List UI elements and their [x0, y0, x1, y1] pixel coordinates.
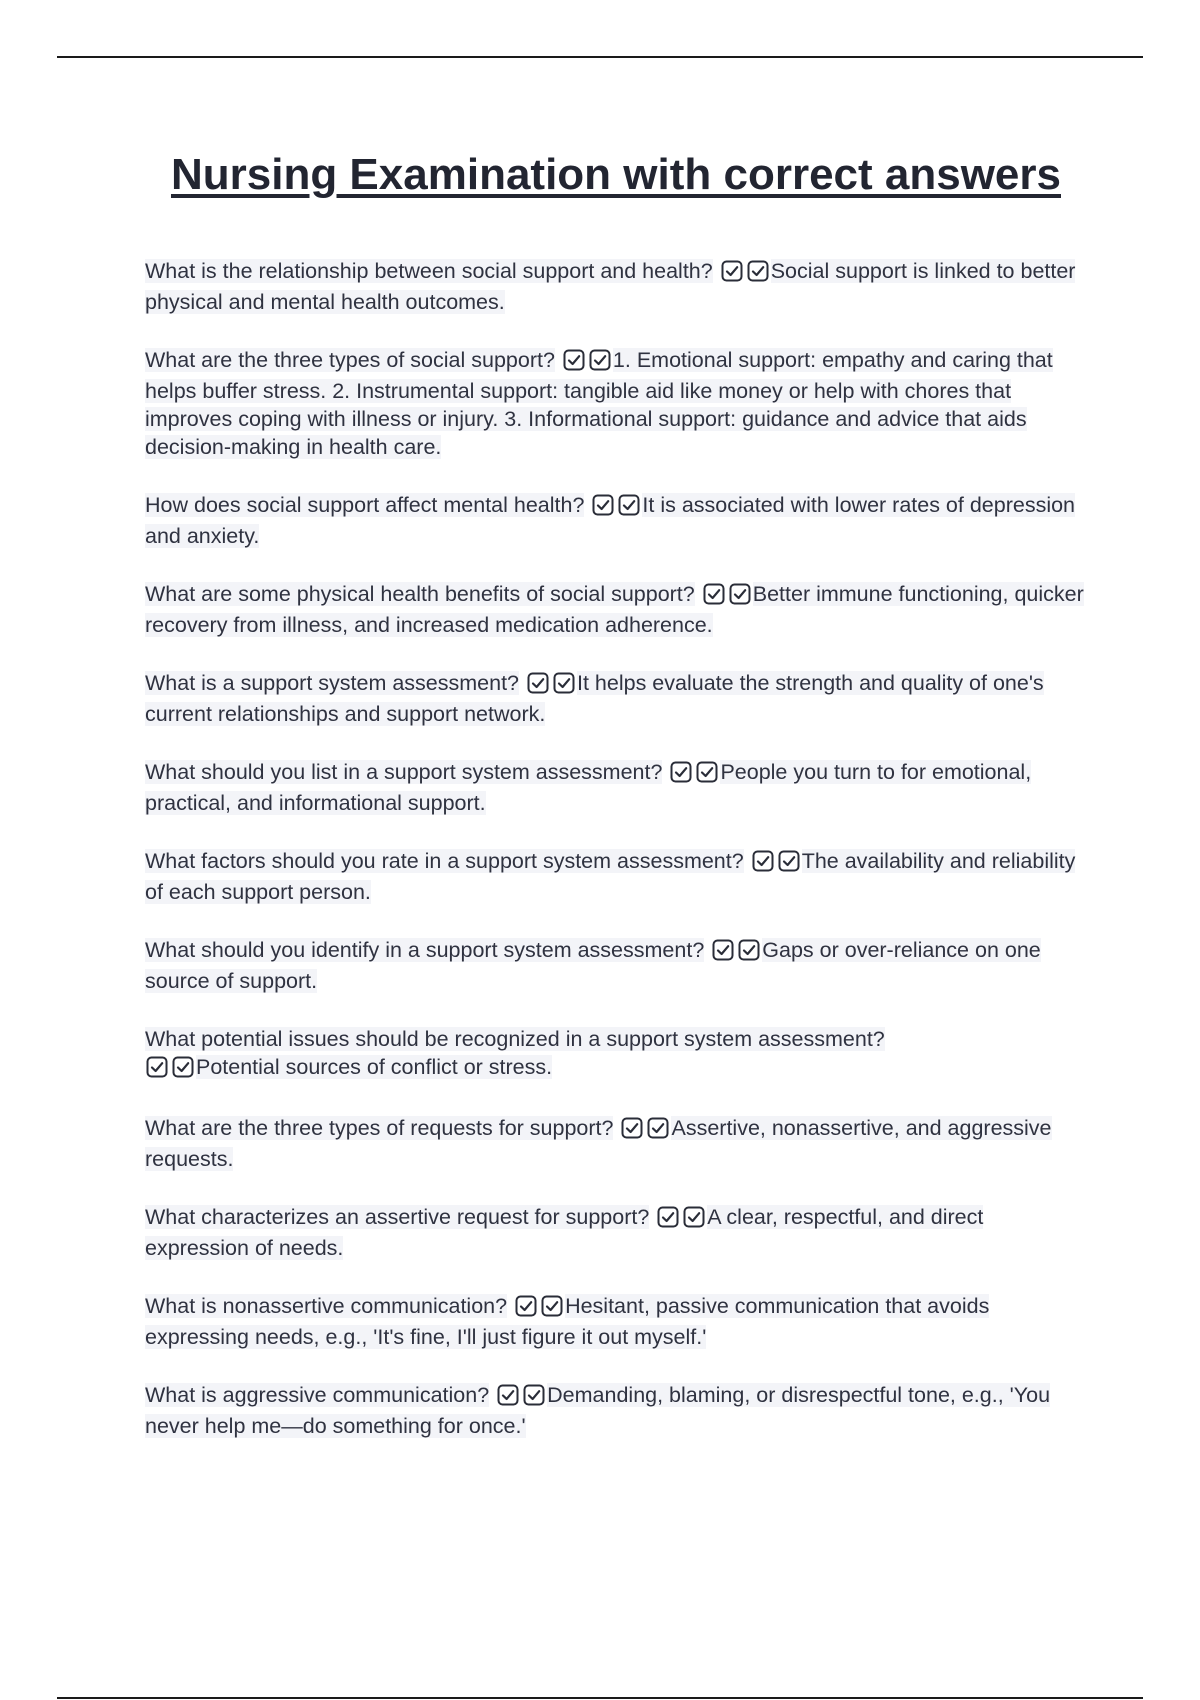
correct-answer-marker [621, 1117, 669, 1145]
question-text: What are the three types of social support? [145, 348, 555, 372]
qa-item [145, 1114, 1087, 1173]
correct-answer-marker [497, 1384, 545, 1412]
answer-text: Potential sources of conflict or stress. [196, 1055, 553, 1079]
qa-item [145, 580, 1087, 639]
checkbox-checked-icon [563, 349, 585, 371]
checkbox-checked-icon [778, 850, 800, 872]
checkbox-checked-icon [553, 672, 575, 694]
answer-text: A clear, respectful, and direct expression of needs. [145, 1205, 984, 1260]
correct-answer-marker [146, 1056, 194, 1084]
question-text: How does social support affect mental health? [145, 493, 585, 517]
checkbox-checked-icon [747, 260, 769, 282]
qa-item [145, 1292, 1087, 1351]
answer-text: Gaps or over-reliance on one source of support. [145, 938, 1041, 993]
question-text: What characterizes an assertive request for support? [145, 1205, 650, 1229]
question-text: What should you identify in a support system assessment? [145, 938, 705, 962]
qa-item [145, 936, 1087, 995]
checkbox-checked-icon [683, 1206, 705, 1228]
checkbox-checked-icon [527, 672, 549, 694]
checkbox-checked-icon [618, 494, 640, 516]
answer-text: It helps evaluate the strength and quality of one's current relationships and support network. [145, 671, 1044, 726]
correct-answer-marker [670, 761, 718, 789]
question-text: What is the relationship between social support and health? [145, 259, 713, 283]
checkbox-checked-icon [703, 583, 725, 605]
correct-answer-marker [592, 494, 640, 522]
document-title: Nursing Examination with correct answers [170, 150, 1061, 199]
correct-answer-marker [703, 583, 751, 611]
qa-item [145, 669, 1087, 728]
correct-answer-marker [527, 672, 575, 700]
answer-text: It is associated with lower rates of depression and anxiety. [145, 493, 1076, 548]
top-rule [57, 56, 1143, 58]
checkbox-checked-icon [657, 1206, 679, 1228]
question-text: What are the three types of requests for support? [145, 1116, 614, 1140]
checkbox-checked-icon [696, 761, 718, 783]
checkbox-checked-icon [647, 1117, 669, 1139]
checkbox-checked-icon [752, 850, 774, 872]
checkbox-checked-icon [729, 583, 751, 605]
checkbox-checked-icon [592, 494, 614, 516]
correct-answer-marker [563, 349, 611, 377]
answer-text: 1. Emotional support: empathy and caring that helps buffer stress. 2. Instrumental support: tangible aid like money or help with chores that improves coping with illness or injury. 3. Informational support: guidance and advice that aids decision-making in health care. [145, 348, 1053, 459]
answer-text: Assertive, nonassertive, and aggressive requests. [145, 1116, 1052, 1171]
qa-item [145, 1381, 1087, 1440]
checkbox-checked-icon [541, 1295, 563, 1317]
correct-answer-marker [721, 260, 769, 288]
question-text: What potential issues should be recognized in a support system assessment? [145, 1027, 885, 1051]
checkbox-checked-icon [738, 939, 760, 961]
qa-item [145, 491, 1087, 550]
qa-item [145, 346, 1087, 461]
qa-item [145, 257, 1087, 316]
answer-text: Better immune functioning, quicker recovery from illness, and increased medication adherence. [145, 582, 1084, 637]
checkbox-checked-icon [146, 1056, 168, 1078]
checkbox-checked-icon [621, 1117, 643, 1139]
checkbox-checked-icon [172, 1056, 194, 1078]
correct-answer-marker [712, 939, 760, 967]
question-text: What should you list in a support system assessment? [145, 760, 663, 784]
answer-text: People you turn to for emotional, practical, and informational support. [145, 760, 1032, 815]
answer-text: Hesitant, passive communication that avoids expressing needs, e.g., 'It's fine, I'll just figure it out myself.' [145, 1294, 990, 1349]
checkbox-checked-icon [712, 939, 734, 961]
question-text: What is a support system assessment? [145, 671, 520, 695]
qa-item [145, 758, 1087, 817]
qa-item [145, 847, 1087, 906]
answer-text: Social support is linked to better physical and mental health outcomes. [145, 259, 1076, 314]
answer-text: Demanding, blaming, or disrespectful tone, e.g., 'You never help me—do something for once.' [145, 1383, 1051, 1438]
checkbox-checked-icon [515, 1295, 537, 1317]
correct-answer-marker [515, 1295, 563, 1323]
correct-answer-marker [657, 1206, 705, 1234]
question-text: What are some physical health benefits of social support? [145, 582, 695, 606]
checkbox-checked-icon [670, 761, 692, 783]
question-text: What is aggressive communication? [145, 1383, 490, 1407]
question-text: What is nonassertive communication? [145, 1294, 508, 1318]
checkbox-checked-icon [721, 260, 743, 282]
checkbox-checked-icon [497, 1384, 519, 1406]
qa-item [145, 1203, 1087, 1262]
checkbox-checked-icon [523, 1384, 545, 1406]
bottom-rule [57, 1697, 1143, 1699]
qa-item [145, 1025, 1087, 1084]
answer-text: The availability and reliability of each support person. [145, 849, 1076, 904]
qa-list [145, 257, 1087, 1470]
checkbox-checked-icon [589, 349, 611, 371]
correct-answer-marker [752, 850, 800, 878]
question-text: What factors should you rate in a support system assessment? [145, 849, 744, 873]
